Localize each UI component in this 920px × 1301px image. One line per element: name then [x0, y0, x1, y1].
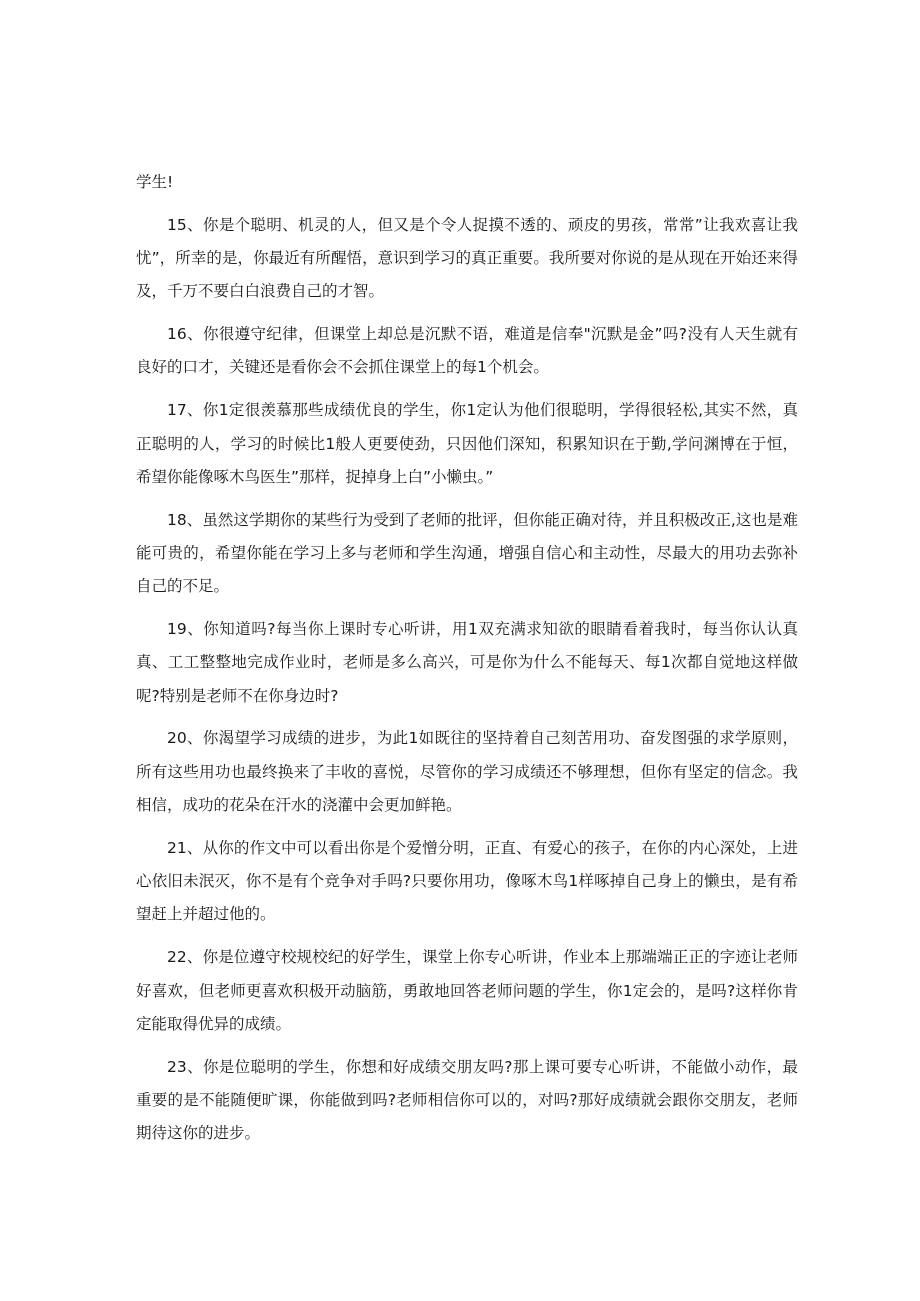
paragraph-15: 15、你是个聪明、机灵的人，但又是个令人捉摸不透的、顽皮的男孩，常常”让我欢喜让我忧”，所幸的是，你最近有所醒悟，意识到学习的真正重要。我所要对你说的是从现在开始还来得及，千万不要白白浪费自己的才智。	[136, 215, 798, 301]
paragraph-18: 18、虽然这学期你的某些行为受到了老师的批评，但你能正确对待，并且积极改正,这也是难能可贵的，希望你能在学习上多与老师和学生沟通，增强自信心和主动性，尽最大的用功去弥补自己的不足。	[136, 510, 798, 596]
paragraph-21: 21、从你的作文中可以看出你是个爱憎分明，正直、有爱心的孩子，在你的内心深处，上进心依旧未泯灭，你不是有个竞争对手吗?只要你用功，像啄木鸟1样啄掉自己身上的懒虫，是有希望赶上并超过他的。	[136, 838, 798, 924]
paragraph-23: 23、你是位聪明的学生，你想和好成绩交朋友吗?那上课可要专心听讲，不能做小动作，最重要的是不能随便旷课，你能做到吗?老师相信你可以的，对吗?那好成绩就会跟你交朋友，老师期待这你的进步。	[136, 1057, 798, 1143]
document-body	[136, 166, 798, 1160]
paragraph-20: 20、你渴望学习成绩的进步，为此1如既往的坚持着自己刻苦用功、奋发图强的求学原则，所有这些用功也最终换来了丰收的喜悦，尽管你的学习成绩还不够理想，但你有坚定的信念。我相信，成功的花朵在汗水的浇灌中会更加鲜艳。	[136, 729, 798, 815]
paragraph-19: 19、你知道吗?每当你上课时专心听讲，用1双充满求知欲的眼睛看着我时，每当你认认真真、工工整整地完成作业时，老师是多么高兴，可是你为什么不能每天、每1次都自觉地这样做呢?特别是老师不在你身边时?	[136, 620, 798, 705]
paragraph-17: 17、你1定很羡慕那些成绩优良的学生，你1定认为他们很聪明，学得很轻松,其实不然，真正聪明的人，学习的时候比1般人更要使劲，只因他们深知，积累知识在于勤,学问渊博在于恒，希望你能像啄木鸟医生”那样，捉掉身上白”小懒虫。”	[136, 401, 798, 486]
paragraph-16: 16、你很遵守纪律，但课堂上却总是沉默不语，难道是信奉"沉默是金”吗?没有人天生就有良好的口才，关键还是看你会不会抓住课堂上的每1个机会。	[136, 325, 798, 377]
paragraph-22: 22、你是位遵守校规校纪的好学生，课堂上你专心听讲，作业本上那端端正正的字迹让老师好喜欢，但老师更喜欢积极开动脑筋，勇敢地回答老师问题的学生，你1定会的，是吗?这样你肯定能取得优异的成绩。	[136, 948, 798, 1033]
paragraph-continuation: 学生!	[136, 173, 174, 191]
